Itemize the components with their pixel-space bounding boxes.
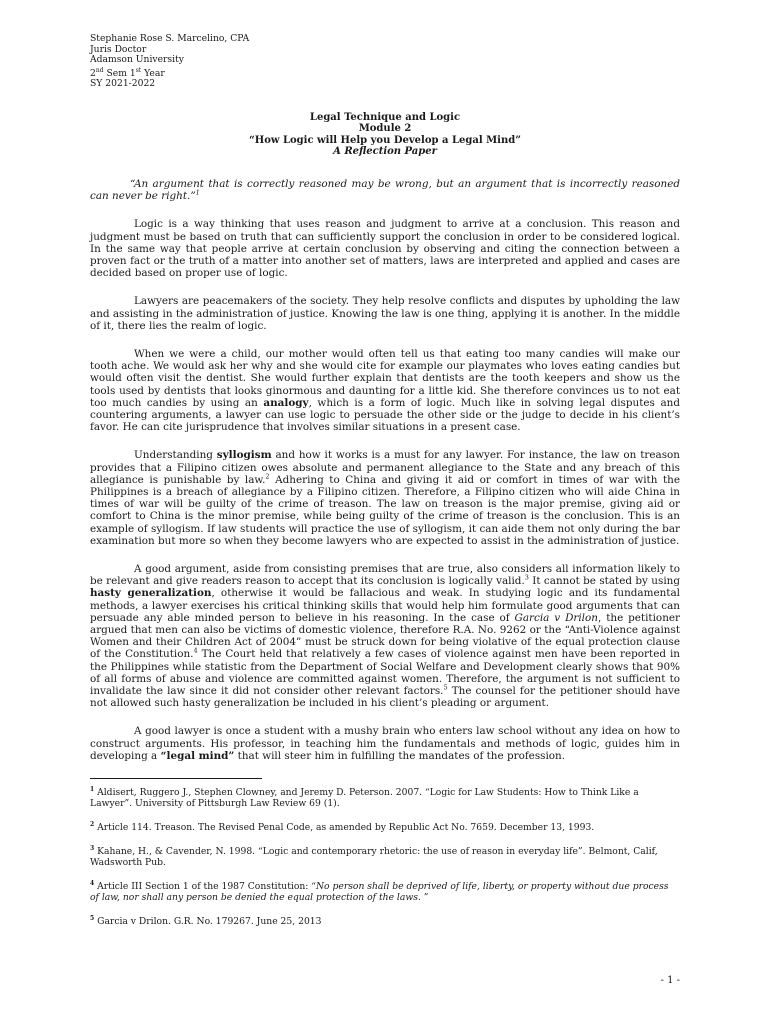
paragraph-syllogism: Understanding syllogism and how it works is a must for any lawyer. For instance, the law on treason provides that a Filipino citizen owes absolute and permanent allegiance to the State and any breach of this allegiance is punishable by law.$^2$ Adhering to China and giving it aid or comfort in times of war with the Philippines is a breach of allegiance by a Filipino citizen. Therefore, a Filipino citizen who will aide China in times of war will be guilty of the crime of treason. The law on treason is the major premise, giving aid or comfort to China is the minor premise, while being guilty of the crime of treason is the conclusion. This is an example of syllogism. If law students will practice the use of syllogism, it can aide them not only during the bar examination but more so when they become lawyers who are expected to assist in the administration of justice. [90, 449, 680, 547]
paper-title: “How Logic will Help you Develop a Legal Mind” [249, 134, 521, 146]
paragraph-legal-mind: A good lawyer is once a student with a mushy brain who enters law school without any idea on how to construct arguments. His professor, in teaching him the fundamentals and methods of logic, guides him in developing a “legal mind” that will steer him in fulfilling the mandates of the profession. [90, 725, 680, 762]
module-title: Module 2 [358, 123, 412, 135]
footnote-2: $^2$ Article 114. Treason. The Revised Penal Code, as amended by Republic Act No. 7659. December 13, 1993. [90, 821, 595, 834]
paragraph-analogy: When we were a child, our mother would often tell us that eating too many candies will make our tooth ache. We would ask her why and she would cite for example our playmates who loves eating candies but would often visit the dentist. She would further explain that dentists are the tooth keepers and show us the tools used by dentists that looks ginormous and daunting for a little kid. She therefore convinces us to not eat too much candies by using an analogy, which is a form of logic. Much like in solving legal disputes and countering arguments, a lawyer can use logic to persuade the other side or the judge to decide in his client’s favor. He can cite jurisprudence that involves similar situations in a present case. [90, 347, 680, 434]
footnote-divider [90, 778, 262, 779]
page-number: - 1 - [660, 975, 680, 986]
opening-quote: “An argument that is correctly reasoned may be wrong, but an argument that is incorrectly reasoned can never be right.”$^1$ [90, 177, 680, 203]
title-block [90, 112, 680, 158]
author-degree: Juris Doctor [90, 43, 147, 55]
author-school: Adamson University [90, 54, 184, 65]
footnote-4: $^4$ Article III Section 1 of the 1987 Constitution: “No person shall be deprived of life, liberty, or property without due process of law, nor shall any person be denied the equal protection of the laws. ” [90, 880, 669, 904]
author-name: Stephanie Rose S. Marcelino, CPA [90, 33, 250, 44]
footnotes [90, 787, 680, 927]
footnote-1: $^1$ Aldisert, Ruggero J., Stephen Clowney, and Jeremy D. Peterson. 2007. “Logic for Law Students: How to Think Like a Lawyer”. University of Pittsburgh Law Review 69 (1). [90, 786, 639, 810]
author-semester: 2nd Sem 1st Year [90, 66, 165, 79]
paper-subtitle: A Reflection Paper [333, 146, 437, 158]
author-header [90, 34, 680, 90]
author-school-year: SY 2021-2022 [90, 78, 156, 90]
paragraph-hasty-generalization: A good argument, aside from consisting premises that are true, also considers all information likely to be relevant and give readers reason to accept that its conclusion is logically valid.$^3$ It cannot be stated by using hasty generalization, otherwise it would be fallacious and weak. In studying logic and its fundamental methods, a lawyer exercises his critical thinking skills that would help him formulate good arguments that can persuade any able minded person to believe in his reasoning. In the case of Garcia v Drilon, the petitioner argued that men can also be victims of domestic violence, therefore R.A. No. 9262 or the “Anti-Violence against Women and their Children Act of 2004” must be struck down for being violative of the equal protection clause of the Constitution.$^4$ The Court held that relatively a few cases of violence against men have been reported in the Philippines while statistic from the Department of Social Welfare and Development clearly shows that 90% of all forms of abuse and violence are committed against women. Therefore, the argument is not sufficient to invalidate the law since it did not consider other relevant factors.$^5$ The counsel for the petitioner should have not allowed such hasty generalization be included in his client’s pleading or argument. [90, 563, 680, 710]
paragraph-lawyers: Lawyers are peacemakers of the society. They help resolve conflicts and disputes by upholding the law and assisting in the administration of justice. Knowing the law is one thing, applying it is another. In the middle of it, there lies the realm of logic. [90, 295, 680, 332]
course-title: Legal Technique and Logic [309, 111, 461, 123]
paragraph-logic: Logic is a way thinking that uses reason and judgment to arrive at a conclusion. This reason and judgment must be based on truth that can sufficiently support the conclusion in order to be considered logical. In the same way that people arrive at certain conclusion by observing and citing the connection between a proven fact or the truth of a matter into another set of matters, laws are interpreted and applied and cases are decided based on proper use of logic. [90, 218, 680, 280]
footnote-5: $^5$ Garcia v Drilon. G.R. No. 179267. June 25, 2013 [90, 915, 322, 928]
footnote-3: $^3$ Kahane, H., & Cavender, N. 1998. “Logic and contemporary rhetoric: the use of reason in everyday life”. Belmont, Calif, Wadsworth Pub. [90, 845, 658, 869]
